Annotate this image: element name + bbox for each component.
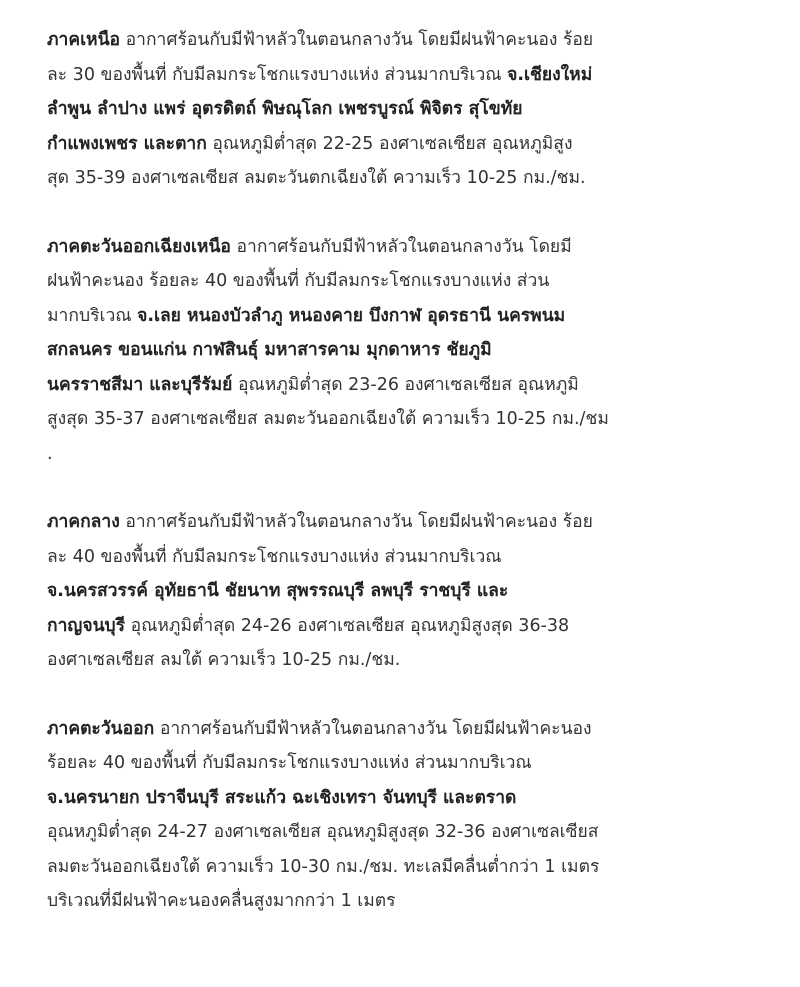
text-line: [47, 264, 757, 299]
text-line: [47, 540, 757, 575]
bold-text: ภาคกลาง: [47, 512, 120, 532]
body-text: ละ 30 ของพื้นที่ กับมีลมกระโชกแรงบางแห่ง ส่วนมากบริเวณ: [47, 64, 508, 85]
text-line: [47, 58, 757, 93]
body-text: อากาศร้อนกับมีฟ้าหลัวในตอนกลางวัน โดยมีฝนฟ้าคะนอง ร้อย: [120, 30, 594, 50]
body-text: ลมตะวันออกเฉียงใต้ ความเร็ว 10-30 กม./ชม. ทะเลมีคลื่นต่ำกว่า 1 เมตร: [47, 856, 600, 877]
text-line: [47, 368, 757, 403]
body-text: องศาเซลเซียส ลมใต้ ความเร็ว 10-25 กม./ชม.: [47, 650, 401, 670]
text-line: [47, 746, 757, 781]
text-line: [47, 574, 757, 609]
body-text: มากบริเวณ: [47, 305, 138, 326]
body-text: อากาศร้อนกับมีฟ้าหลัวในตอนกลางวัน โดยมีฝนฟ้าคะนอง: [154, 718, 592, 739]
text-line: [47, 815, 757, 850]
text-line: [47, 402, 757, 437]
text-line: [47, 299, 757, 334]
text-line: [47, 23, 757, 58]
bold-text: กาญจนบุรี: [47, 615, 126, 636]
text-line: [47, 437, 757, 472]
text-line: [47, 643, 757, 678]
text-line: [47, 609, 757, 644]
text-line: [47, 333, 757, 368]
weather-article: [47, 23, 757, 953]
bold-text: จ.เลย หนองบัวลำภู หนองคาย บึงกาฬ อุดรธานี นครพนม: [137, 305, 566, 326]
bold-text: ภาคตะวันออกเฉียงเหนือ: [47, 236, 231, 257]
bold-text: กำแพงเพชร และตาก: [47, 133, 207, 154]
bold-text: ภาคตะวันออก: [47, 718, 155, 739]
text-line: [47, 161, 757, 196]
body-text: .: [47, 443, 53, 464]
bold-text: จ.นครสวรรค์ อุทัยธานี ชัยนาท สุพรรณบุรี ลพบุรี ราชบุรี และ: [47, 581, 509, 601]
region-east: [47, 712, 757, 919]
bold-text: นครราชสีมา และบุรีรัมย์: [47, 374, 233, 395]
bold-text: ภาคเหนือ: [47, 30, 121, 50]
bold-text: ลำพูน ลำปาง แพร่ อุตรดิตถ์ พิษณุโลก เพชรบูรณ์ พิจิตร สุโขทัย: [47, 99, 523, 119]
body-text: อากาศร้อนกับมีฟ้าหลัวในตอนกลางวัน โดยมีฝนฟ้าคะนอง ร้อย: [119, 512, 593, 532]
text-line: [47, 230, 757, 265]
text-line: [47, 712, 757, 747]
bold-text: จ.เชียงใหม่: [507, 64, 593, 85]
body-text: อากาศร้อนกับมีฟ้าหลัวในตอนกลางวัน โดยมี: [230, 236, 572, 257]
body-text: ร้อยละ 40 ของพื้นที่ กับมีลมกระโชกแรงบางแห่ง ส่วนมากบริเวณ: [47, 753, 532, 773]
body-text: อุณหภูมิต่ำสุด 22-25 องศาเซลเซียส อุณหภูมิสูง: [206, 133, 573, 154]
body-text: อุณหภูมิต่ำสุด 24-26 องศาเซลเซียส อุณหภูมิสูงสุด 36-38: [125, 615, 570, 636]
body-text: บริเวณที่มีฝนฟ้าคะนองคลื่นสูงมากกว่า 1 เมตร: [47, 891, 396, 911]
bold-text: สกลนคร ขอนแก่น กาฬสินธุ์ มหาสารคาม มุกดาหาร ชัยภูมิ: [47, 340, 492, 360]
body-text: สูงสุด 35-37 องศาเซลเซียส ลมตะวันออกเฉียงใต้ ความเร็ว 10-25 กม./ชม: [47, 409, 609, 429]
body-text: สุด 35-39 องศาเซลเซียส ลมตะวันตกเฉียงใต้ ความเร็ว 10-25 กม./ชม.: [47, 168, 586, 188]
body-text: ฝนฟ้าคะนอง ร้อยละ 40 ของพื้นที่ กับมีลมกระโชกแรงบางแห่ง ส่วน: [47, 271, 550, 291]
body-text: อุณหภูมิต่ำสุด 23-26 องศาเซลเซียส อุณหภูมิ: [232, 374, 579, 395]
text-line: [47, 781, 757, 816]
region-central: [47, 505, 757, 678]
body-text: ละ 40 ของพื้นที่ กับมีลมกระโชกแรงบางแห่ง ส่วนมากบริเวณ: [47, 546, 502, 567]
body-text: อุณหภูมิต่ำสุด 24-27 องศาเซลเซียส อุณหภูมิสูงสุด 32-36 องศาเซลเซียส: [47, 822, 599, 842]
text-line: [47, 505, 757, 540]
region-northeast: [47, 230, 757, 472]
text-line: [47, 127, 757, 162]
text-line: [47, 884, 757, 919]
text-line: [47, 850, 757, 885]
region-north: [47, 23, 757, 196]
text-line: [47, 92, 757, 127]
bold-text: จ.นครนายก ปราจีนบุรี สระแก้ว ฉะเชิงเทรา จันทบุรี และตราด: [47, 787, 517, 808]
